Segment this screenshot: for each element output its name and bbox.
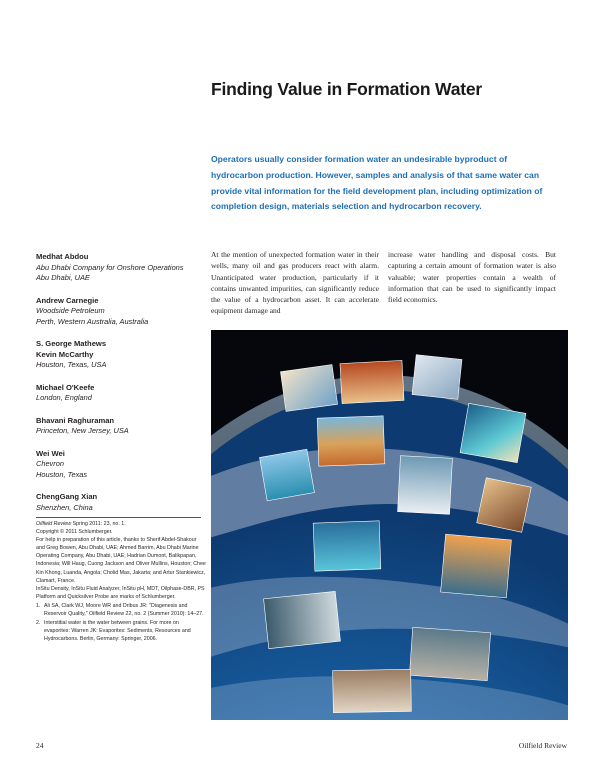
trademarks: InSitu Density, InSitu Fluid Analyzer, InSitu pH, MDT, Oilphase-DBR, PS Platform and Quicksilver Probe are marks of Schlumberger.	[36, 585, 205, 600]
copyright-line: Copyright © 2011 Schlumberger.	[36, 529, 113, 536]
citation-issue: Spring 2011: 23, no. 1.	[71, 521, 126, 527]
photo-tile	[313, 521, 381, 571]
citation-line	[36, 520, 206, 528]
author-affiliation: Chevron	[36, 459, 64, 468]
article-title: Finding Value in Formation Water	[211, 79, 483, 99]
author-block	[36, 383, 201, 404]
author-name: Bhavani Raghuraman	[36, 415, 115, 425]
photo-tile	[477, 478, 532, 533]
footnote-text: Interstitial water is the water between grains. For more on evaporites: Warren JK: Evaporites: Sediments, Resources and Hydrocarbons. Berlin, Germany: Springer, 2006.	[44, 620, 191, 643]
citation-journal: Oilfield Review	[36, 521, 72, 527]
author-affiliation: Woodside Petroleum	[36, 306, 105, 315]
photo-tile	[260, 449, 315, 501]
author-name: Andrew Carnegie	[36, 295, 99, 305]
author-block	[36, 416, 201, 437]
footnote-number: 1.	[36, 602, 41, 609]
photo-tile	[412, 355, 462, 400]
author-list	[36, 252, 201, 525]
footnote-item	[36, 602, 206, 618]
body-column-2: increase water handling and disposal costs. But capturing a certain amount of formation water is also valuable; water properties contain a wealth of information that can be used to significantly impact field economics.	[388, 250, 556, 305]
author-name: Michael O'Keefe	[36, 382, 95, 392]
page-number: 24	[36, 741, 44, 750]
photo-tile	[398, 456, 453, 515]
photo-tile	[264, 591, 341, 648]
author-name: ChengGang Xian	[36, 492, 98, 501]
photo-tile	[280, 365, 337, 412]
author-name: Kevin McCarthy	[36, 349, 94, 359]
photo-tile	[333, 669, 412, 712]
author-block	[36, 252, 201, 284]
author-affiliation: Shenzhen, China	[36, 502, 93, 512]
author-block	[36, 492, 201, 513]
author-affiliation: Princeton, New Jersey, USA	[36, 426, 129, 435]
lead-paragraph: Operators usually consider formation water an undesirable byproduct of hydrocarbon production. However, samples and analysis of that same water can provide vital information for the field development plan, including optimization of completion design, materials selection and hydrocarbon recovery.	[211, 154, 543, 212]
author-name: S. George Mathews	[36, 339, 107, 348]
footnote-rule	[36, 517, 201, 518]
author-affiliation: Perth, Western Australia, Australia	[36, 316, 149, 326]
earth-collage-image	[211, 330, 568, 720]
body-column-1: At the mention of unexpected formation water in their wells, many oil and gas producers react with alarm. Unanticipated water production, particularly if it contains unwanted impurities, can significantly reduce the value of a hydrocarbon asset. It can accelerate equipment damage and	[211, 250, 379, 316]
author-block	[36, 449, 201, 481]
footnotes	[36, 520, 206, 643]
author-affiliation: London, England	[36, 393, 92, 402]
author-affiliation: Houston, Texas	[36, 469, 88, 479]
article-lead	[211, 152, 556, 215]
author-affiliation: Houston, Texas, USA	[36, 360, 107, 369]
author-affiliation: Abu Dhabi, UAE	[36, 273, 90, 282]
author-name: Wei Wei	[36, 448, 65, 458]
footnote-text: Ali SA, Clark WJ, Moore WR and Dribus JR: "Diagenesis and Reservoir Quality," Oilfield Review 22, no. 2 (Summer 2010): 14–27.	[44, 602, 204, 618]
author-affiliation: Abu Dhabi Company for Onshore Operations	[36, 262, 184, 272]
footnote-item	[36, 619, 206, 643]
photo-tile	[317, 416, 385, 466]
photo-tile	[409, 627, 490, 680]
photo-tile	[460, 403, 526, 462]
author-block	[36, 339, 201, 371]
acknowledgments: For help in preparation of this article, thanks to Sherif Abdel-Shakour and Greg Bowen, Abu Dhabi, UAE; Ahmed Barrim, Abu Dhabi Marine Operating Company, Abu Dhabi, UAE; Hadrian Dumont, Balikpapan, Indonesia; Will Haug, Cuong Jackson and Oliver Mullins, Houston; Chee Kin Khong, Luanda, Angola; Cholid Mas, Jakarta; and Artur Stankiewicz, Clamart, France.	[36, 537, 206, 584]
photo-tile	[340, 360, 404, 403]
photo-tile	[441, 534, 512, 598]
author-block	[36, 296, 201, 328]
author-name: Medhat Abdou	[36, 252, 89, 261]
footnote-number: 2.	[36, 620, 41, 627]
journal-name: Oilfield Review	[518, 741, 567, 750]
